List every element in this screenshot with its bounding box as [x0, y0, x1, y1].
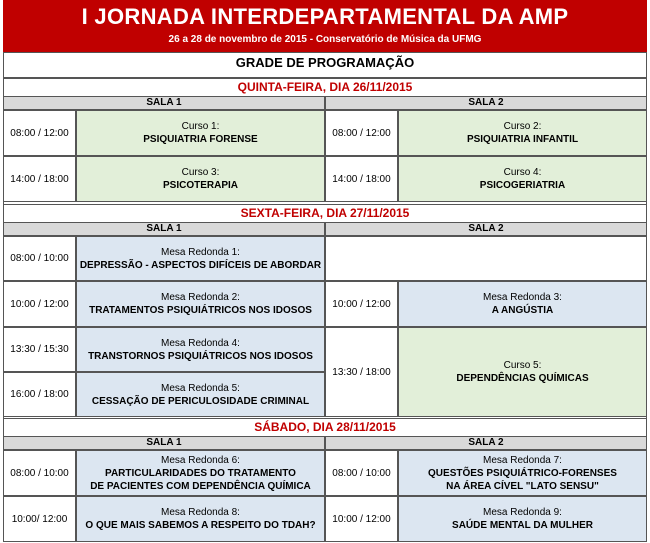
session-cell: [398, 496, 647, 542]
day-friday-label: SEXTA-FEIRA, DIA 27/11/2015: [3, 204, 647, 222]
time-slot: 16:00 / 18:00: [3, 372, 76, 417]
sala2-header: SALA 2: [325, 96, 647, 110]
session-type: Curso 1:: [181, 121, 220, 132]
session-name: NA ÁREA CÍVEL "LATO SENSU": [446, 480, 599, 492]
session-cell: [76, 236, 325, 281]
session-name: DEPENDÊNCIAS QUÍMICAS: [456, 373, 589, 384]
session-type: Mesa Redonda 9:: [483, 507, 562, 518]
session-type: Mesa Redonda 7:: [483, 454, 562, 466]
session-name: SAÚDE MENTAL DA MULHER: [452, 520, 593, 531]
session-cell: [76, 327, 325, 372]
session-name: A ANGÚSTIA: [491, 305, 554, 316]
time-slot: 10:00 / 12:00: [325, 496, 398, 542]
grade-title: GRADE DE PROGRAMAÇÃO: [235, 55, 415, 70]
session-type: Curso 5:: [503, 360, 542, 371]
session-name: CESSAÇÃO DE PERICULOSIDADE CRIMINAL: [91, 395, 310, 407]
time-slot: 14:00 / 18:00: [3, 156, 76, 202]
sala1-header: SALA 1: [3, 96, 325, 110]
time-slot: 08:00 / 12:00: [3, 110, 76, 156]
session-type: Mesa Redonda 8:: [161, 507, 240, 518]
session-type: Curso 3:: [181, 167, 220, 178]
sala2-header: SALA 2: [325, 222, 647, 236]
session-type: Mesa Redonda 4:: [161, 337, 240, 349]
session-name: PSIQUIATRIA INFANTIL: [466, 134, 579, 145]
session-name: O QUE MAIS SABEMOS A RESPEITO DO TDAH?: [85, 520, 316, 531]
session-type: Mesa Redonda 1:: [161, 246, 240, 258]
time-slot: 08:00 / 12:00: [325, 110, 398, 156]
time-slot: 08:00 / 10:00: [325, 450, 398, 496]
sala1-header: SALA 1: [3, 436, 325, 450]
session-type: Mesa Redonda 6:: [161, 454, 240, 466]
time-slot: 08:00 / 10:00: [3, 450, 76, 496]
session-cell: [76, 372, 325, 417]
time-slot: 14:00 / 18:00: [325, 156, 398, 202]
session-name: TRATAMENTOS PSIQUIÁTRICOS NOS IDOSOS: [89, 305, 312, 316]
header-banner: [3, 0, 647, 52]
session-cell: [76, 110, 325, 156]
session-type: Mesa Redonda 5:: [161, 382, 240, 394]
time-slot: 10:00/ 12:00: [3, 496, 76, 542]
session-type: Mesa Redonda 3:: [483, 292, 562, 303]
session-cell: [398, 281, 647, 327]
time-slot: 10:00 / 12:00: [325, 281, 398, 327]
sala1-header: SALA 1: [3, 222, 325, 236]
event-subtitle: 26 a 28 de novembro de 2015 - Conservatório de Música da UFMG: [168, 34, 482, 45]
session-type: Curso 4:: [503, 167, 542, 178]
time-slot: 13:30 / 15:30: [3, 327, 76, 372]
session-cell: [76, 281, 325, 327]
time-slot: 10:00 / 12:00: [3, 281, 76, 327]
session-type: Mesa Redonda 2:: [161, 292, 240, 303]
session-name: PSICOTERAPIA: [162, 180, 238, 191]
sala2-header: SALA 2: [325, 436, 647, 450]
session-name: DE PACIENTES COM DEPENDÊNCIA QUÍMICA: [90, 480, 311, 492]
empty-slot: [325, 236, 647, 281]
session-cell: [398, 450, 647, 496]
day-thursday-label: QUINTA-FEIRA, DIA 26/11/2015: [3, 78, 647, 96]
session-cell: [398, 110, 647, 156]
day-saturday-label: SÁBADO, DIA 28/11/2015: [3, 418, 647, 436]
session-name: QUESTÕES PSIQUIÁTRICO-FORENSES: [428, 467, 617, 479]
session-name: PSICOGERIATRIA: [479, 180, 566, 191]
session-name: PARTICULARIDADES DO TRATAMENTO: [105, 467, 296, 479]
time-slot: 13:30 / 18:00: [325, 327, 398, 417]
event-title: I JORNADA INTERDEPARTAMENTAL DA AMP: [81, 4, 569, 29]
session-cell: [398, 327, 647, 417]
session-name: PSIQUIATRIA FORENSE: [143, 134, 258, 145]
session-cell: [76, 496, 325, 542]
session-name: DEPRESSÃO - ASPECTOS DIFÍCEIS DE ABORDAR: [79, 259, 322, 271]
time-slot: 08:00 / 10:00: [3, 236, 76, 281]
session-cell: [398, 156, 647, 202]
session-cell: [76, 156, 325, 202]
session-type: Curso 2:: [503, 121, 542, 132]
session-cell: [76, 450, 325, 496]
session-name: TRANSTORNOS PSIQUIÁTRICOS NOS IDOSOS: [88, 350, 313, 362]
